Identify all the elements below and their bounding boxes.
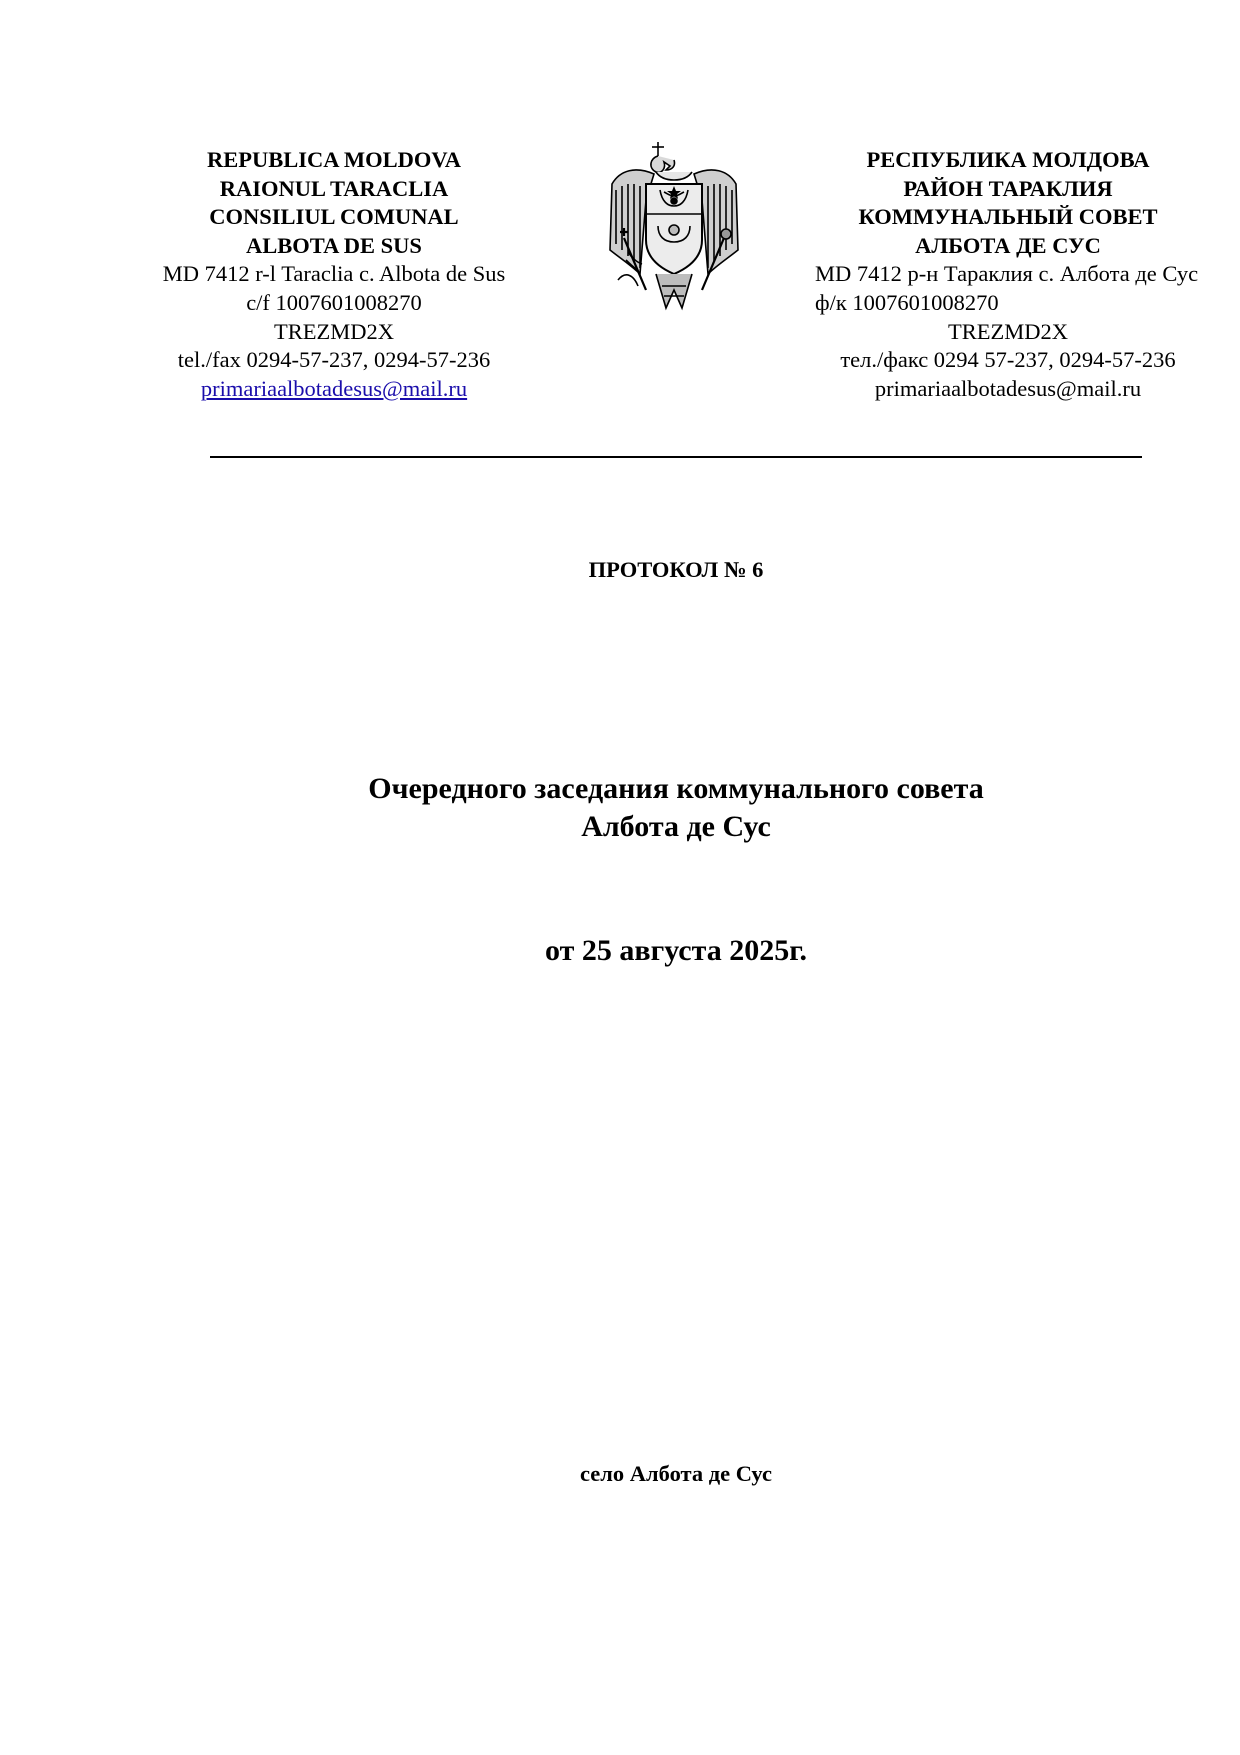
meeting-title-line: Албота де Сус <box>581 810 771 843</box>
phone-fax: тел./факс 0294 57-237, 0294-57-236 <box>840 347 1176 373</box>
email-text: primariaalbotadesus@mail.ru <box>874 375 1142 401</box>
header-divider <box>210 456 1142 458</box>
commune-name: ALBOTA DE SUS <box>246 232 422 258</box>
address: MD 7412 r-l Taraclia c. Albota de Sus <box>162 261 506 287</box>
meeting-title-line: Очередного заседания коммунального совета <box>368 772 984 805</box>
phone-fax: tel./fax 0294-57-237, 0294-57-236 <box>177 347 491 373</box>
district-name: РАЙОН ТАРАКЛИЯ <box>903 175 1113 201</box>
header-left-romanian <box>126 146 542 403</box>
commune-name: АЛБОТА ДЕ СУС <box>915 232 1101 258</box>
country-name: REPUBLICA MOLDOVA <box>207 147 461 172</box>
treasury-code: TREZMD2X <box>948 318 1068 344</box>
coat-of-arms-of-moldova-icon <box>606 140 742 312</box>
meeting-place: село Албота де Сус <box>580 1461 772 1486</box>
district-name: RAIONUL TARACLIA <box>219 175 449 201</box>
address-and-fiscal-code: MD 7412 р-н Тараклия с. Албота де Сус ф/к 1007601008270 <box>815 261 1199 315</box>
header-right-russian <box>808 146 1208 403</box>
council-name: КОММУНАЛЬНЫЙ СОВЕТ <box>858 204 1158 230</box>
email-link[interactable]: primariaalbotadesus@mail.ru <box>200 375 468 401</box>
council-name: CONSILIUL COMUNAL <box>209 204 459 230</box>
country-name: РЕСПУБЛИКА МОЛДОВА <box>866 147 1150 172</box>
meeting-title <box>0 770 1240 846</box>
treasury-code: TREZMD2X <box>274 318 394 344</box>
fiscal-code: c/f 1007601008270 <box>246 289 422 315</box>
meeting-date: от 25 августа 2025г. <box>545 934 807 967</box>
protocol-title: ПРОТОКОЛ № 6 <box>588 557 764 582</box>
